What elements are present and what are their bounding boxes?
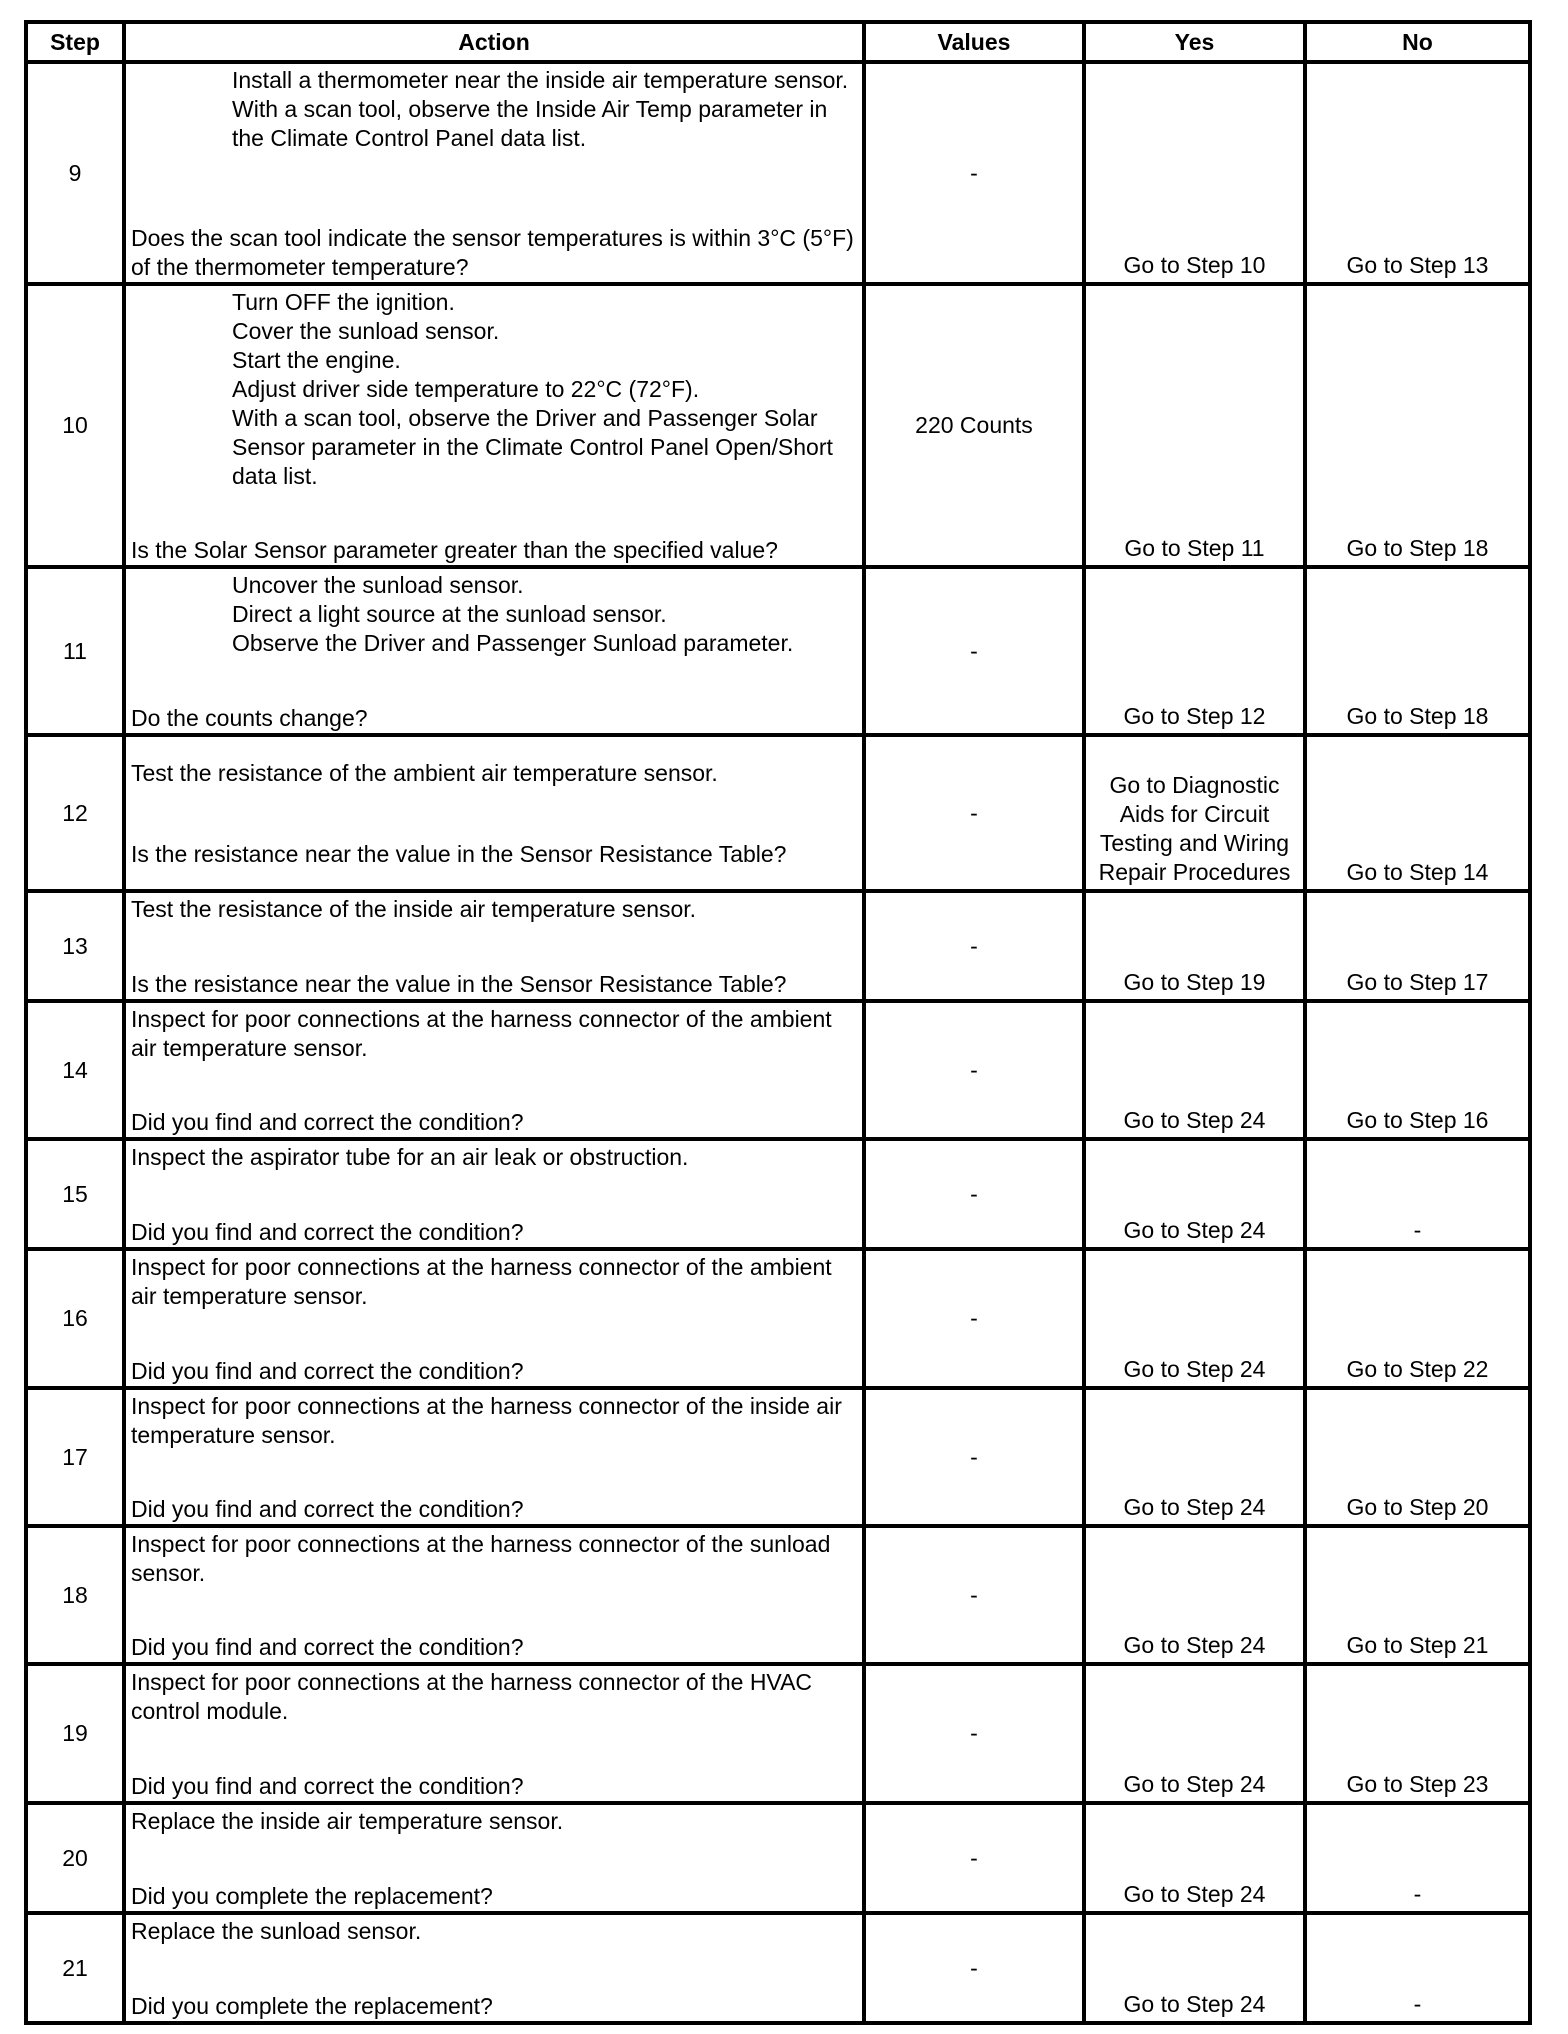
header-row: [26, 22, 1530, 62]
question-text: Does the scan tool indicate the sensor temperatures is within 3°C (5°F) of the thermometer temperature?: [131, 225, 854, 280]
value-cell: 220 Counts: [864, 284, 1084, 567]
instruction-item: With a scan tool, observe the Driver and Passenger Solar Sensor parameter in the Climate Control Panel Open/Short data list.: [232, 405, 833, 489]
yes-cell: Go to Step 11: [1084, 284, 1305, 567]
yes-cell: Go to Step 24: [1084, 1803, 1305, 1913]
action-cell: [124, 891, 864, 1001]
header-yes: Yes: [1084, 22, 1305, 62]
instruction-item: Turn OFF the ignition.: [232, 289, 455, 315]
step-number: 18: [26, 1526, 124, 1664]
action-text: Inspect for poor connections at the harness connector of the inside air temperature sensor.: [131, 1393, 842, 1448]
value-cell: -: [864, 1249, 1084, 1388]
action-cell: [124, 1139, 864, 1249]
instruction-list: [131, 571, 856, 658]
yes-cell: Go to Step 10: [1084, 62, 1305, 284]
yes-cell: Go to Step 24: [1084, 1664, 1305, 1803]
step-number: 12: [26, 735, 124, 891]
table-row: [26, 62, 1530, 284]
question-text: Did you find and correct the condition?: [131, 1109, 524, 1135]
action-text: Inspect for poor connections at the harness connector of the sunload sensor.: [131, 1531, 831, 1586]
no-cell: -: [1305, 1139, 1530, 1249]
action-text: Inspect for poor connections at the harness connector of the ambient air temperature sensor.: [131, 1254, 832, 1309]
no-cell: Go to Step 14: [1305, 735, 1530, 891]
action-cell: [124, 1664, 864, 1803]
question-text: Is the Solar Sensor parameter greater than the specified value?: [131, 537, 778, 563]
value-cell: -: [864, 1001, 1084, 1139]
step-number: 11: [26, 567, 124, 735]
table-row: [26, 1139, 1530, 1249]
header-step: Step: [26, 22, 124, 62]
header-action: Action: [124, 22, 864, 62]
table-row: [26, 1249, 1530, 1388]
no-cell: Go to Step 17: [1305, 891, 1530, 1001]
step-number: 9: [26, 62, 124, 284]
action-cell: [124, 1803, 864, 1913]
question-text: Is the resistance near the value in the Sensor Resistance Table?: [131, 841, 787, 867]
yes-cell: Go to Step 24: [1084, 1139, 1305, 1249]
no-cell: Go to Step 20: [1305, 1388, 1530, 1526]
action-text: Test the resistance of the inside air temperature sensor.: [131, 896, 697, 922]
table-row: [26, 1664, 1530, 1803]
action-cell: [124, 1913, 864, 2023]
instruction-item: With a scan tool, observe the Inside Air Temp parameter in the Climate Control Panel data list.: [232, 96, 828, 151]
table-row: [26, 284, 1530, 567]
step-number: 14: [26, 1001, 124, 1139]
action-text: Inspect the aspirator tube for an air leak or obstruction.: [131, 1144, 689, 1170]
table-row: [26, 735, 1530, 891]
question-text: Is the resistance near the value in the Sensor Resistance Table?: [131, 971, 787, 997]
instruction-item: Uncover the sunload sensor.: [232, 572, 524, 598]
action-cell: [124, 1249, 864, 1388]
header-no: No: [1305, 22, 1530, 62]
value-cell: -: [864, 1803, 1084, 1913]
table-row: [26, 567, 1530, 735]
yes-cell: Go to Step 24: [1084, 1388, 1305, 1526]
action-text: Inspect for poor connections at the harness connector of the ambient air temperature sensor.: [131, 1006, 832, 1061]
value-cell: -: [864, 62, 1084, 284]
instruction-item: Install a thermometer near the inside air temperature sensor.: [232, 67, 849, 93]
question-text: Did you complete the replacement?: [131, 1993, 493, 2019]
no-cell: Go to Step 21: [1305, 1526, 1530, 1664]
instruction-item: Cover the sunload sensor.: [232, 318, 500, 344]
value-cell: -: [864, 1664, 1084, 1803]
no-cell: Go to Step 22: [1305, 1249, 1530, 1388]
yes-cell: Go to Step 12: [1084, 567, 1305, 735]
table-row: [26, 1803, 1530, 1913]
action-text: Test the resistance of the ambient air temperature sensor.: [131, 760, 718, 786]
no-cell: Go to Step 18: [1305, 284, 1530, 567]
action-cell: [124, 62, 864, 284]
yes-cell: Go to Step 24: [1084, 1913, 1305, 2023]
question-text: Do the counts change?: [131, 705, 368, 731]
action-cell: [124, 735, 864, 891]
table-row: [26, 1001, 1530, 1139]
question-text: Did you find and correct the condition?: [131, 1358, 524, 1384]
action-cell: [124, 567, 864, 735]
no-cell: Go to Step 16: [1305, 1001, 1530, 1139]
step-number: 16: [26, 1249, 124, 1388]
instruction-list: [131, 66, 856, 153]
step-number: 10: [26, 284, 124, 567]
table-row: [26, 1913, 1530, 2023]
step-number: 19: [26, 1664, 124, 1803]
yes-cell: Go to Step 24: [1084, 1249, 1305, 1388]
step-number: 17: [26, 1388, 124, 1526]
yes-cell: Go to Step 24: [1084, 1526, 1305, 1664]
no-cell: Go to Step 13: [1305, 62, 1530, 284]
table-row: [26, 891, 1530, 1001]
action-text: Inspect for poor connections at the harness connector of the HVAC control module.: [131, 1669, 813, 1724]
action-cell: [124, 284, 864, 567]
instruction-item: Observe the Driver and Passenger Sunload parameter.: [232, 630, 794, 656]
value-cell: -: [864, 1139, 1084, 1249]
step-number: 21: [26, 1913, 124, 2023]
action-cell: [124, 1388, 864, 1526]
question-text: Did you find and correct the condition?: [131, 1773, 524, 1799]
action-cell: [124, 1526, 864, 1664]
header-values: Values: [864, 22, 1084, 62]
action-text: Replace the inside air temperature sensor.: [131, 1808, 564, 1834]
question-text: Did you find and correct the condition?: [131, 1496, 524, 1522]
value-cell: -: [864, 891, 1084, 1001]
value-cell: -: [864, 735, 1084, 891]
value-cell: -: [864, 1388, 1084, 1526]
value-cell: -: [864, 1526, 1084, 1664]
question-text: Did you find and correct the condition?: [131, 1219, 524, 1245]
step-number: 20: [26, 1803, 124, 1913]
instruction-item: Direct a light source at the sunload sensor.: [232, 601, 667, 627]
table-row: [26, 1388, 1530, 1526]
value-cell: -: [864, 567, 1084, 735]
action-text: Replace the sunload sensor.: [131, 1918, 422, 1944]
question-text: Did you find and correct the condition?: [131, 1634, 524, 1660]
instruction-item: Adjust driver side temperature to 22°C (72°F).: [232, 376, 700, 402]
no-cell: -: [1305, 1913, 1530, 2023]
instruction-item: Start the engine.: [232, 347, 401, 373]
yes-cell: Go to Step 24: [1084, 1001, 1305, 1139]
no-cell: Go to Step 23: [1305, 1664, 1530, 1803]
diagnostic-table: [24, 20, 1532, 2025]
value-cell: -: [864, 1913, 1084, 2023]
action-cell: [124, 1001, 864, 1139]
yes-cell: Go to Diagnostic Aids for Circuit Testing and Wiring Repair Procedures: [1084, 735, 1305, 891]
yes-cell: Go to Step 19: [1084, 891, 1305, 1001]
instruction-list: [131, 288, 856, 491]
step-number: 13: [26, 891, 124, 1001]
step-number: 15: [26, 1139, 124, 1249]
question-text: Did you complete the replacement?: [131, 1883, 493, 1909]
no-cell: Go to Step 18: [1305, 567, 1530, 735]
no-cell: -: [1305, 1803, 1530, 1913]
table-row: [26, 1526, 1530, 1664]
